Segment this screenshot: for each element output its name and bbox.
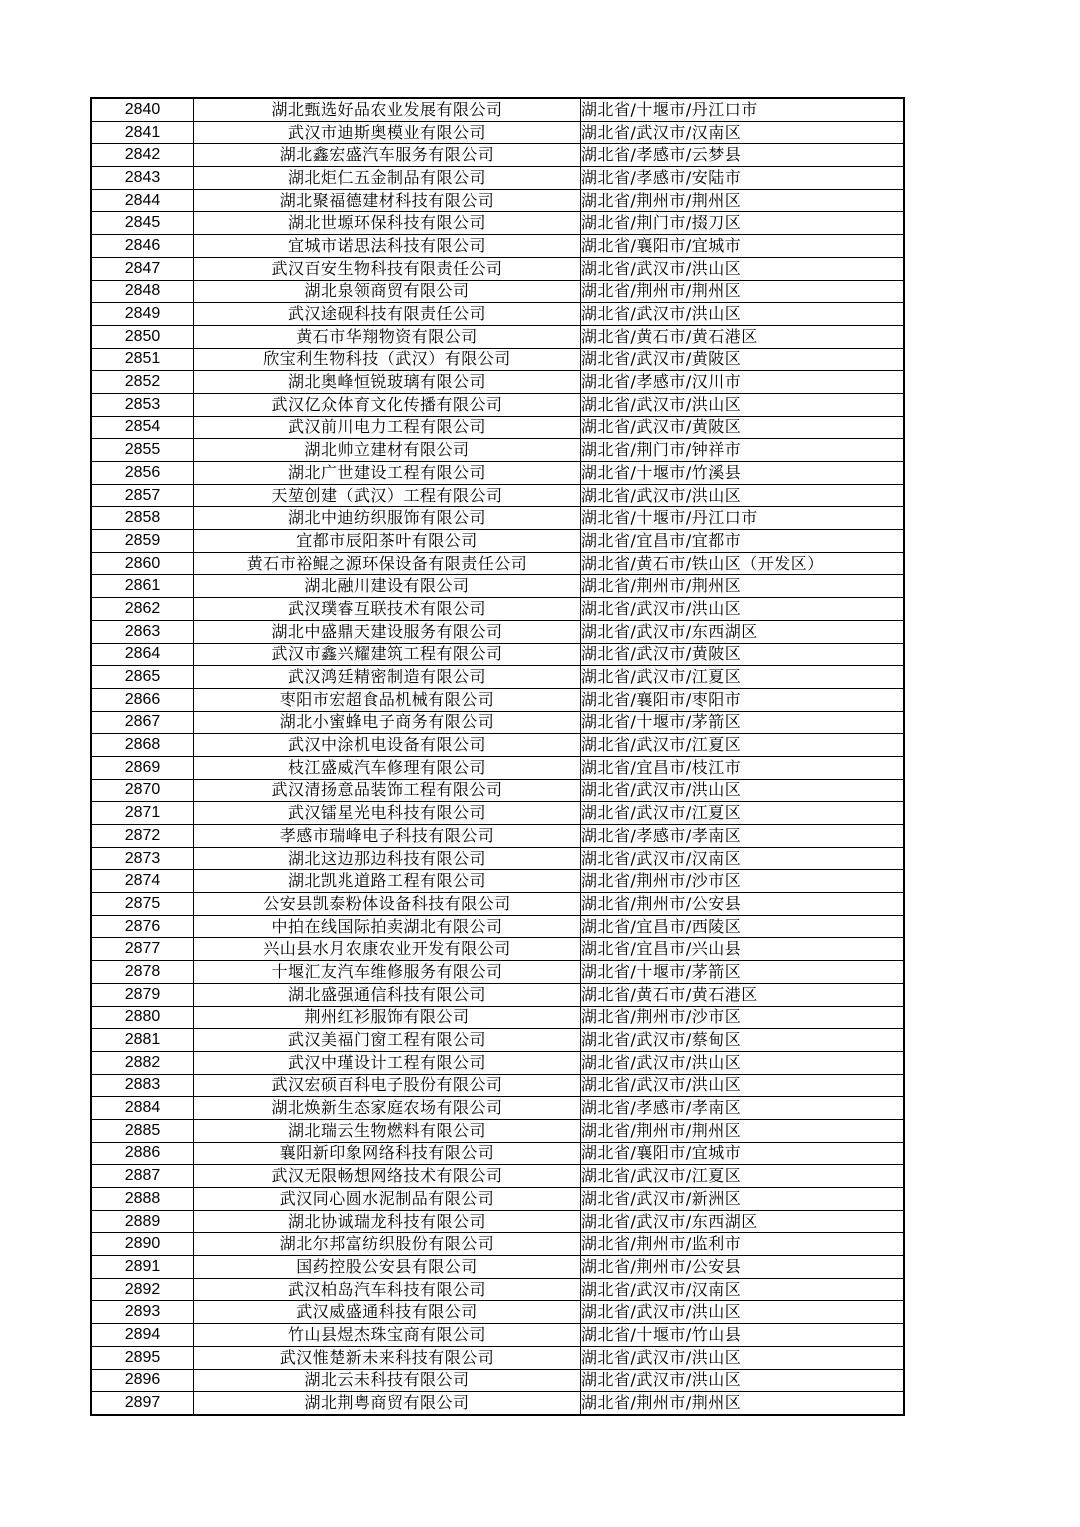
region-cell: 湖北省/十堰市/丹江口市 (581, 98, 905, 121)
row-number-cell: 2864 (91, 643, 194, 666)
row-number-cell: 2877 (91, 938, 194, 961)
region-cell: 湖北省/武汉市/洪山区 (581, 598, 905, 621)
table-row (91, 371, 904, 394)
region-cell: 湖北省/武汉市/洪山区 (581, 257, 905, 280)
row-number-cell: 2853 (91, 393, 194, 416)
company-name-cell: 湖北泉领商贸有限公司 (194, 280, 581, 303)
row-number-cell: 2840 (91, 98, 194, 121)
region-cell: 湖北省/黄石市/黄石港区 (581, 325, 905, 348)
company-table (90, 97, 905, 1416)
region-cell: 湖北省/荆州市/监利市 (581, 1233, 905, 1256)
row-number-cell: 2879 (91, 983, 194, 1006)
region-cell: 湖北省/襄阳市/枣阳市 (581, 688, 905, 711)
company-name-cell: 兴山县水月农康农业开发有限公司 (194, 938, 581, 961)
table-row (91, 325, 904, 348)
region-cell: 湖北省/襄阳市/宜城市 (581, 235, 905, 258)
row-number-cell: 2881 (91, 1029, 194, 1052)
table-row (91, 1097, 904, 1120)
table-row (91, 575, 904, 598)
region-cell: 湖北省/武汉市/江夏区 (581, 1165, 905, 1188)
region-cell: 湖北省/十堰市/竹溪县 (581, 462, 905, 485)
company-table-body (91, 98, 904, 1415)
company-name-cell: 湖北中迪纺织服饰有限公司 (194, 507, 581, 530)
company-name-cell: 武汉美福门窗工程有限公司 (194, 1029, 581, 1052)
table-row (91, 1142, 904, 1165)
row-number-cell: 2884 (91, 1097, 194, 1120)
table-row (91, 393, 904, 416)
row-number-cell: 2866 (91, 688, 194, 711)
table-row (91, 779, 904, 802)
row-number-cell: 2889 (91, 1210, 194, 1233)
company-name-cell: 武汉亿众体育文化传播有限公司 (194, 393, 581, 416)
region-cell: 湖北省/武汉市/江夏区 (581, 666, 905, 689)
region-cell: 湖北省/武汉市/东西湖区 (581, 620, 905, 643)
row-number-cell: 2892 (91, 1278, 194, 1301)
company-name-cell: 湖北广世建设工程有限公司 (194, 462, 581, 485)
company-name-cell: 湖北尔邦富纺织股份有限公司 (194, 1233, 581, 1256)
company-name-cell: 武汉鸿廷精密制造有限公司 (194, 666, 581, 689)
row-number-cell: 2869 (91, 756, 194, 779)
region-cell: 湖北省/十堰市/茅箭区 (581, 711, 905, 734)
table-row (91, 1301, 904, 1324)
row-number-cell: 2873 (91, 847, 194, 870)
company-name-cell: 湖北荆粤商贸有限公司 (194, 1392, 581, 1415)
region-cell: 湖北省/宜昌市/西陵区 (581, 915, 905, 938)
row-number-cell: 2875 (91, 893, 194, 916)
company-name-cell: 十堰汇友汽车维修服务有限公司 (194, 961, 581, 984)
row-number-cell: 2891 (91, 1256, 194, 1279)
region-cell: 湖北省/宜昌市/枝江市 (581, 756, 905, 779)
region-cell: 湖北省/荆州市/荆州区 (581, 1392, 905, 1415)
company-name-cell: 公安县凯泰粉体设备科技有限公司 (194, 893, 581, 916)
region-cell: 湖北省/武汉市/洪山区 (581, 779, 905, 802)
row-number-cell: 2874 (91, 870, 194, 893)
region-cell: 湖北省/黄石市/黄石港区 (581, 983, 905, 1006)
company-name-cell: 宜都市辰阳茶叶有限公司 (194, 530, 581, 553)
table-row (91, 961, 904, 984)
row-number-cell: 2862 (91, 598, 194, 621)
table-row (91, 462, 904, 485)
table-row (91, 348, 904, 371)
row-number-cell: 2871 (91, 802, 194, 825)
region-cell: 湖北省/孝感市/安陆市 (581, 167, 905, 190)
region-cell: 湖北省/武汉市/新洲区 (581, 1188, 905, 1211)
table-row (91, 870, 904, 893)
region-cell: 湖北省/武汉市/黄陂区 (581, 348, 905, 371)
table-row (91, 893, 904, 916)
table-row (91, 98, 904, 121)
table-row (91, 847, 904, 870)
company-name-cell: 武汉清扬意品装饰工程有限公司 (194, 779, 581, 802)
table-row (91, 1165, 904, 1188)
row-number-cell: 2863 (91, 620, 194, 643)
table-row (91, 416, 904, 439)
region-cell: 湖北省/孝感市/孝南区 (581, 1097, 905, 1120)
region-cell: 湖北省/武汉市/洪山区 (581, 1346, 905, 1369)
company-name-cell: 孝感市瑞峰电子科技有限公司 (194, 825, 581, 848)
table-row (91, 1346, 904, 1369)
table-row (91, 280, 904, 303)
row-number-cell: 2894 (91, 1324, 194, 1347)
company-name-cell: 武汉百安生物科技有限责任公司 (194, 257, 581, 280)
table-row (91, 144, 904, 167)
row-number-cell: 2895 (91, 1346, 194, 1369)
company-name-cell: 湖北融川建设有限公司 (194, 575, 581, 598)
company-name-cell: 宜城市诺思法科技有限公司 (194, 235, 581, 258)
table-row (91, 756, 904, 779)
row-number-cell: 2885 (91, 1119, 194, 1142)
region-cell: 湖北省/武汉市/洪山区 (581, 1369, 905, 1392)
region-cell: 湖北省/武汉市/洪山区 (581, 393, 905, 416)
region-cell: 湖北省/孝感市/汉川市 (581, 371, 905, 394)
table-row (91, 189, 904, 212)
company-name-cell: 湖北甄选好品农业发展有限公司 (194, 98, 581, 121)
company-name-cell: 湖北奥峰恒锐玻璃有限公司 (194, 371, 581, 394)
table-row (91, 983, 904, 1006)
table-row (91, 1188, 904, 1211)
company-name-cell: 武汉惟楚新未来科技有限公司 (194, 1346, 581, 1369)
region-cell: 湖北省/孝感市/云梦县 (581, 144, 905, 167)
region-cell: 湖北省/宜昌市/兴山县 (581, 938, 905, 961)
table-row (91, 1074, 904, 1097)
company-name-cell: 湖北焕新生态家庭农场有限公司 (194, 1097, 581, 1120)
company-name-cell: 武汉前川电力工程有限公司 (194, 416, 581, 439)
row-number-cell: 2851 (91, 348, 194, 371)
company-name-cell: 湖北鑫宏盛汽车服务有限公司 (194, 144, 581, 167)
row-number-cell: 2856 (91, 462, 194, 485)
region-cell: 湖北省/襄阳市/宜城市 (581, 1142, 905, 1165)
table-row (91, 530, 904, 553)
region-cell: 湖北省/荆州市/荆州区 (581, 280, 905, 303)
company-name-cell: 竹山县煜杰珠宝商有限公司 (194, 1324, 581, 1347)
region-cell: 湖北省/荆州市/公安县 (581, 893, 905, 916)
row-number-cell: 2878 (91, 961, 194, 984)
region-cell: 湖北省/武汉市/江夏区 (581, 734, 905, 757)
row-number-cell: 2843 (91, 167, 194, 190)
table-row (91, 257, 904, 280)
company-name-cell: 武汉宏硕百科电子股份有限公司 (194, 1074, 581, 1097)
table-row (91, 212, 904, 235)
company-name-cell: 武汉市鑫兴耀建筑工程有限公司 (194, 643, 581, 666)
company-name-cell: 武汉无限畅想网络技术有限公司 (194, 1165, 581, 1188)
table-row (91, 1119, 904, 1142)
company-name-cell: 武汉中瑾设计工程有限公司 (194, 1051, 581, 1074)
region-cell: 湖北省/武汉市/洪山区 (581, 484, 905, 507)
region-cell: 湖北省/荆州市/沙市区 (581, 1006, 905, 1029)
region-cell: 湖北省/荆门市/掇刀区 (581, 212, 905, 235)
row-number-cell: 2849 (91, 303, 194, 326)
company-name-cell: 湖北云未科技有限公司 (194, 1369, 581, 1392)
row-number-cell: 2845 (91, 212, 194, 235)
row-number-cell: 2880 (91, 1006, 194, 1029)
row-number-cell: 2846 (91, 235, 194, 258)
row-number-cell: 2848 (91, 280, 194, 303)
table-row (91, 711, 904, 734)
table-row (91, 688, 904, 711)
table-row (91, 1369, 904, 1392)
table-row (91, 1051, 904, 1074)
row-number-cell: 2847 (91, 257, 194, 280)
table-row (91, 598, 904, 621)
company-name-cell: 武汉途砚科技有限责任公司 (194, 303, 581, 326)
row-number-cell: 2852 (91, 371, 194, 394)
company-name-cell: 枣阳市宏超食品机械有限公司 (194, 688, 581, 711)
region-cell: 湖北省/武汉市/蔡甸区 (581, 1029, 905, 1052)
table-row (91, 439, 904, 462)
company-name-cell: 欣宝利生物科技（武汉）有限公司 (194, 348, 581, 371)
table-row (91, 1324, 904, 1347)
row-number-cell: 2893 (91, 1301, 194, 1324)
region-cell: 湖北省/荆州市/公安县 (581, 1256, 905, 1279)
region-cell: 湖北省/荆州市/荆州区 (581, 1119, 905, 1142)
company-name-cell: 湖北瑞云生物燃料有限公司 (194, 1119, 581, 1142)
row-number-cell: 2883 (91, 1074, 194, 1097)
table-row (91, 303, 904, 326)
region-cell: 湖北省/荆州市/荆州区 (581, 189, 905, 212)
table-row (91, 666, 904, 689)
table-row (91, 484, 904, 507)
region-cell: 湖北省/荆门市/钟祥市 (581, 439, 905, 462)
region-cell: 湖北省/孝感市/孝南区 (581, 825, 905, 848)
region-cell: 湖北省/武汉市/东西湖区 (581, 1210, 905, 1233)
company-name-cell: 黄石市裕鲲之源环保设备有限责任公司 (194, 552, 581, 575)
table-row (91, 1210, 904, 1233)
region-cell: 湖北省/武汉市/洪山区 (581, 303, 905, 326)
company-name-cell: 湖北世塬环保科技有限公司 (194, 212, 581, 235)
table-row (91, 507, 904, 530)
region-cell: 湖北省/十堰市/竹山县 (581, 1324, 905, 1347)
region-cell: 湖北省/宜昌市/宜都市 (581, 530, 905, 553)
row-number-cell: 2887 (91, 1165, 194, 1188)
row-number-cell: 2882 (91, 1051, 194, 1074)
region-cell: 湖北省/十堰市/茅箭区 (581, 961, 905, 984)
region-cell: 湖北省/武汉市/汉南区 (581, 847, 905, 870)
table-row (91, 121, 904, 144)
company-name-cell: 国药控股公安县有限公司 (194, 1256, 581, 1279)
table-row (91, 235, 904, 258)
region-cell: 湖北省/黄石市/铁山区（开发区） (581, 552, 905, 575)
company-name-cell: 湖北盛强通信科技有限公司 (194, 983, 581, 1006)
table-row (91, 1278, 904, 1301)
row-number-cell: 2870 (91, 779, 194, 802)
table-row (91, 167, 904, 190)
row-number-cell: 2858 (91, 507, 194, 530)
row-number-cell: 2841 (91, 121, 194, 144)
region-cell: 湖北省/荆州市/荆州区 (581, 575, 905, 598)
row-number-cell: 2842 (91, 144, 194, 167)
row-number-cell: 2844 (91, 189, 194, 212)
row-number-cell: 2876 (91, 915, 194, 938)
company-name-cell: 襄阳新印象网络科技有限公司 (194, 1142, 581, 1165)
company-name-cell: 湖北中盛鼎天建设服务有限公司 (194, 620, 581, 643)
table-row (91, 938, 904, 961)
row-number-cell: 2886 (91, 1142, 194, 1165)
row-number-cell: 2867 (91, 711, 194, 734)
row-number-cell: 2860 (91, 552, 194, 575)
company-name-cell: 荆州红衫服饰有限公司 (194, 1006, 581, 1029)
table-row (91, 1006, 904, 1029)
row-number-cell: 2890 (91, 1233, 194, 1256)
region-cell: 湖北省/武汉市/汉南区 (581, 121, 905, 144)
table-row (91, 734, 904, 757)
company-name-cell: 武汉璞睿互联技术有限公司 (194, 598, 581, 621)
table-row (91, 1256, 904, 1279)
region-cell: 湖北省/武汉市/洪山区 (581, 1074, 905, 1097)
region-cell: 湖北省/武汉市/洪山区 (581, 1301, 905, 1324)
table-row (91, 825, 904, 848)
company-name-cell: 黄石市华翔物资有限公司 (194, 325, 581, 348)
table-row (91, 802, 904, 825)
region-cell: 湖北省/武汉市/汉南区 (581, 1278, 905, 1301)
table-row (91, 620, 904, 643)
company-name-cell: 湖北凯兆道路工程有限公司 (194, 870, 581, 893)
row-number-cell: 2896 (91, 1369, 194, 1392)
region-cell: 湖北省/武汉市/江夏区 (581, 802, 905, 825)
table-row (91, 1392, 904, 1415)
region-cell: 湖北省/武汉市/黄陂区 (581, 416, 905, 439)
row-number-cell: 2859 (91, 530, 194, 553)
row-number-cell: 2897 (91, 1392, 194, 1415)
region-cell: 湖北省/荆州市/沙市区 (581, 870, 905, 893)
company-name-cell: 武汉市迪斯奥模业有限公司 (194, 121, 581, 144)
row-number-cell: 2861 (91, 575, 194, 598)
table-row (91, 1029, 904, 1052)
company-name-cell: 湖北聚福德建材科技有限公司 (194, 189, 581, 212)
company-name-cell: 武汉镭星光电科技有限公司 (194, 802, 581, 825)
row-number-cell: 2865 (91, 666, 194, 689)
company-name-cell: 湖北协诚瑞龙科技有限公司 (194, 1210, 581, 1233)
row-number-cell: 2872 (91, 825, 194, 848)
row-number-cell: 2857 (91, 484, 194, 507)
row-number-cell: 2855 (91, 439, 194, 462)
row-number-cell: 2868 (91, 734, 194, 757)
company-name-cell: 湖北帅立建材有限公司 (194, 439, 581, 462)
table-row (91, 1233, 904, 1256)
row-number-cell: 2850 (91, 325, 194, 348)
table-row (91, 915, 904, 938)
region-cell: 湖北省/武汉市/洪山区 (581, 1051, 905, 1074)
company-name-cell: 武汉同心圆水泥制品有限公司 (194, 1188, 581, 1211)
company-name-cell: 武汉柏岛汽车科技有限公司 (194, 1278, 581, 1301)
company-name-cell: 枝江盛威汽车修理有限公司 (194, 756, 581, 779)
row-number-cell: 2854 (91, 416, 194, 439)
company-name-cell: 武汉中涂机电设备有限公司 (194, 734, 581, 757)
company-name-cell: 湖北炬仁五金制品有限公司 (194, 167, 581, 190)
company-name-cell: 中拍在线国际拍卖湖北有限公司 (194, 915, 581, 938)
table-row (91, 643, 904, 666)
table-row (91, 552, 904, 575)
region-cell: 湖北省/十堰市/丹江口市 (581, 507, 905, 530)
company-name-cell: 湖北这边那边科技有限公司 (194, 847, 581, 870)
company-name-cell: 湖北小蜜蜂电子商务有限公司 (194, 711, 581, 734)
company-name-cell: 天堃创建（武汉）工程有限公司 (194, 484, 581, 507)
company-name-cell: 武汉威盛通科技有限公司 (194, 1301, 581, 1324)
row-number-cell: 2888 (91, 1188, 194, 1211)
region-cell: 湖北省/武汉市/黄陂区 (581, 643, 905, 666)
